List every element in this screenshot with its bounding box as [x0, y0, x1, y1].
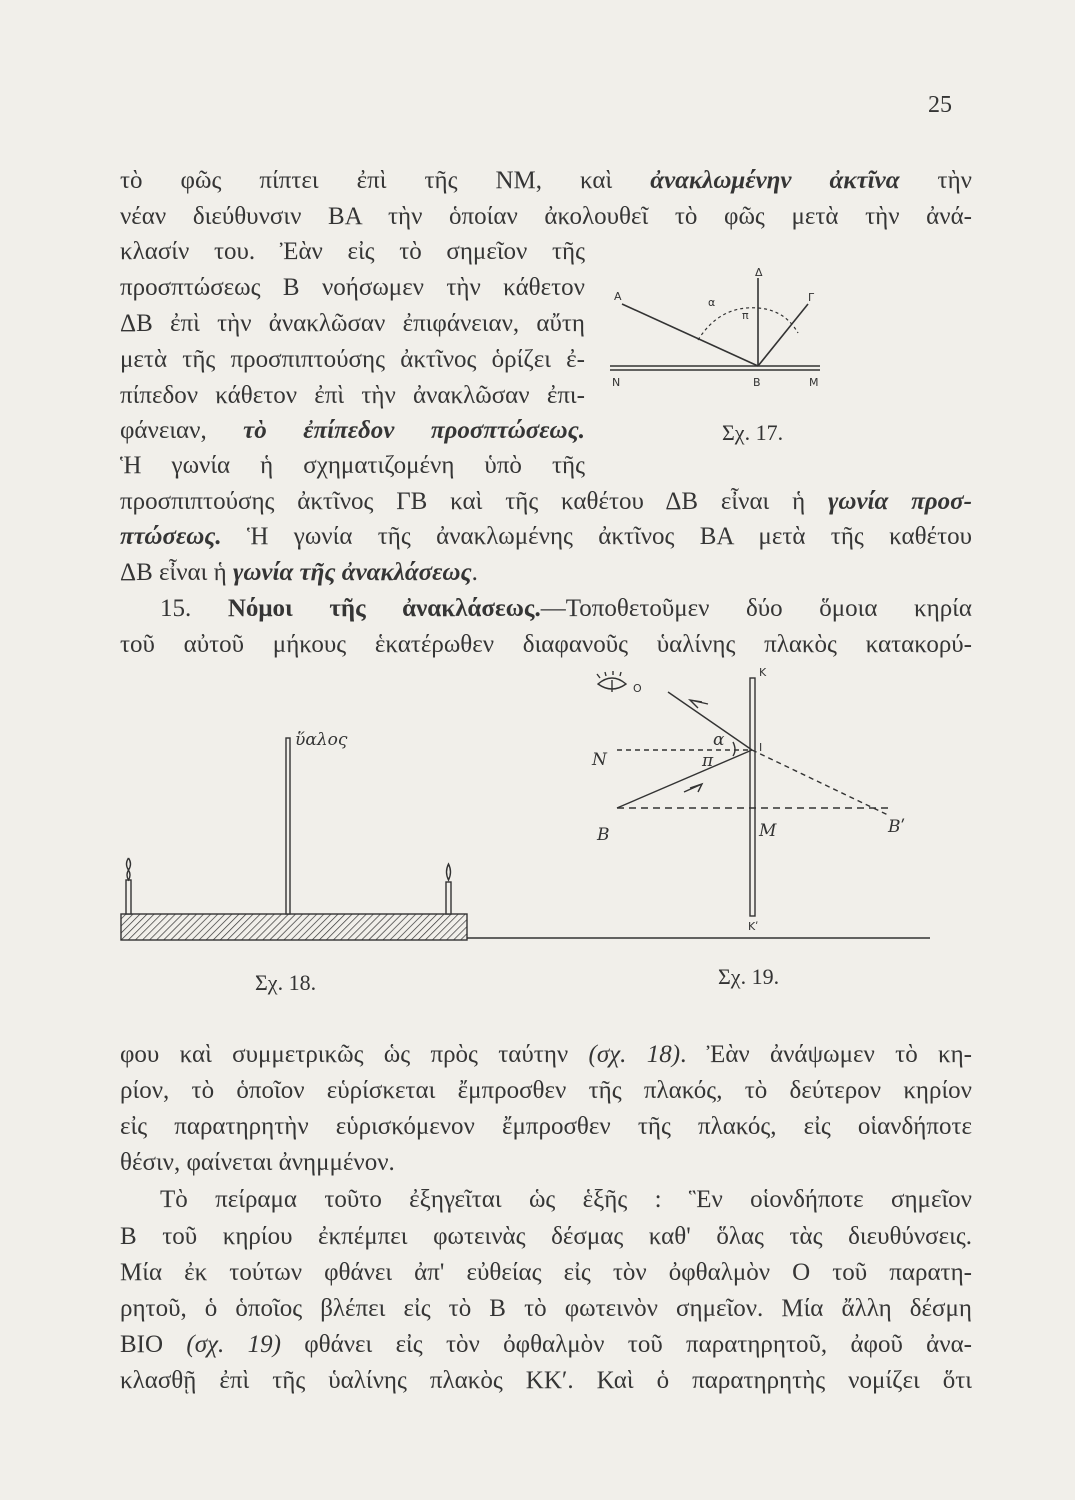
emphasis-text: (σχ. 18) [588, 1041, 681, 1068]
base-board [121, 914, 467, 940]
text-segment: κλασίν του. Ἐὰν εἰς τὸ σημεῖον τῆς [120, 238, 585, 265]
candle-left [126, 880, 131, 914]
text-segment: . Ἐὰν ἀνάψωμεν τὸ κη- [680, 1041, 972, 1068]
flame-left-icon [127, 858, 131, 880]
fig18-caption: Σχ. 18. [255, 970, 317, 995]
fig17-label-a: Α [614, 290, 622, 303]
text-segment: τοῦ αὐτοῦ μήκους ἑκατέρωθεν διαφανοῦς ὑαλίνης πλακὸς κατακορύ- [120, 631, 972, 658]
text-segment: φου καὶ συμμετρικῶς ὡς πρὸς ταύτην [120, 1041, 589, 1068]
text-segment: πίπεδον κάθετον ἐπὶ τὴν ἀνακλῶσαν ἐπι- [120, 382, 585, 409]
fig17-label-alpha: α [708, 296, 716, 309]
text-segment: Ἡ γωνία τῆς ἀνακλωμένης ἀκτῖνος ΒΑ μετὰ τῆς καθέτου [221, 523, 972, 550]
page-number: 25 [928, 92, 952, 118]
fig17-label-m: Μ [809, 376, 819, 389]
text-segment: νέαν διεύθυνσιν ΒΑ τὴν ὁποίαν ἀκολουθεῖ τὸ φῶς μετὰ τὴν ἀνά- [120, 203, 972, 230]
text-segment: Ἡ γωνία ἡ σχηματιζομένη ὑπὸ τῆς [120, 452, 585, 479]
text-segment: 15. [160, 595, 228, 622]
figure-19 [597, 671, 888, 916]
text-segment: τὴν [899, 167, 972, 194]
fig19-label-alpha: α [713, 730, 725, 750]
emphasis-text: γωνία προσ- [827, 488, 972, 515]
flame-right-icon [447, 864, 451, 880]
fig19-label-i: Ι [759, 741, 763, 754]
emphasis-text: γωνία τῆς ἀνακλάσεως [232, 559, 472, 586]
text-segment: Μία ἐκ τούτων φθάνει ἀπ' εὐθείας εἰς τὸν ὀφθαλμὸν Ο τοῦ παρατη- [120, 1259, 972, 1286]
fig17-label-b: Β [753, 376, 761, 389]
text-segment: ΒΙΟ [120, 1331, 187, 1358]
fig17-label-n: Ν [612, 376, 621, 389]
text-segment: φάνειαν, [120, 417, 244, 444]
arrow-icon [690, 700, 708, 708]
text-segment: μετὰ τῆς προσπιπτούσης ἀκτῖνος ὁρίζει ἐ- [120, 346, 585, 373]
fig19-label-o: Ο [633, 682, 642, 695]
emphasis-text: πτώσεως. [120, 523, 222, 550]
fig17-label-g: Γ [808, 291, 815, 304]
text-segment: . [471, 559, 478, 586]
text-segment: εἰς παρατηρητὴν εὑρισκόμενον ἔμπροσθεν τῆς πλακός, εἰς οἱανδήποτε [120, 1113, 972, 1140]
incident-ray [617, 750, 752, 808]
text-segment: κλασθῇ ἐπὶ τῆς ὑαλίνης πλακὸς ΚΚʹ. Καὶ ὁ παρατηρητὴς νομίζει ὅτι [120, 1367, 972, 1394]
fig17-label-d: Δ [755, 266, 763, 279]
glass-plate [286, 738, 290, 914]
figure-18 [121, 738, 930, 940]
reflected-ray [622, 304, 758, 366]
angle-arc [733, 742, 735, 756]
text-segment: Τὸ πείραμα τοῦτο ἐξηγεῖται ὡς ἑξῆς : Ἓν οἱονδήποτε σημεῖον [160, 1186, 972, 1213]
text-segment: ΔΒ ἐπὶ τὴν ἀνακλῶσαν ἐπιφάνειαν, αὔτη [120, 310, 585, 337]
fig19-label-b: Β [597, 825, 610, 845]
fig19-label-k-prime: Κʹ [748, 920, 759, 933]
emphasis-text: (σχ. 19) [186, 1331, 281, 1358]
fig19-label-m: Μ [759, 821, 777, 841]
arrow-icon [684, 784, 702, 792]
emphasis-text: τὸ ἐπίπεδον προσπτώσεως. [243, 417, 585, 444]
text-segment: φθάνει εἰς τὸν ὀφθαλμὸν τοῦ παρατηρητοῦ, ἀφοῦ ἀνα- [280, 1331, 972, 1358]
fig17-caption: Σχ. 17. [722, 420, 784, 445]
text-segment: θέσιν, φαίνεται ἀνημμένον. [120, 1149, 395, 1176]
text-segment: προσπιπτούσης ἀκτῖνος ΓΒ καὶ τῆς καθέτου ΔΒ εἶναι ἡ [120, 488, 828, 515]
emphasis-text: Νόμοι τῆς ἀνακλάσεως. [227, 595, 541, 622]
text-segment: —Τοποθετοῦμεν δύο ὅμοια κηρία [540, 595, 972, 622]
fig19-caption: Σχ. 19. [718, 964, 780, 989]
text-segment: τὸ φῶς πίπτει ἐπὶ τῆς ΝΜ, καὶ [120, 167, 651, 194]
text-segment: προσπτώσεως Β νοήσωμεν τὴν κάθετον [120, 274, 585, 301]
text-segment: ρίον, τὸ ὁποῖον εὑρίσκεται ἔμπροσθεν τῆς πλακός, τὸ δεύτερον κηρίον [120, 1077, 972, 1104]
text-segment: ΔΒ εἶναι ἡ [120, 559, 233, 586]
glass-plate-kk [750, 678, 755, 916]
text-segment: Β τοῦ κηρίου ἐκπέμπει φωτεινὰς δέσμας καθ' ὅλας τὰς διευθύνσεις. [120, 1223, 972, 1250]
reflected-ray [668, 692, 752, 750]
fig17-label-pi: π [742, 309, 749, 322]
glass-label: ὕαλος [295, 730, 348, 750]
emphasis-text: ἀνακλωμένην ἀκτῖνα [650, 167, 900, 194]
eye-icon [597, 671, 626, 692]
virtual-ray-dashed [752, 750, 888, 815]
fig19-label-k: Κ [759, 666, 767, 679]
text-segment: ρητοῦ, ὁ ὁποῖος βλέπει εἰς τὸ Β τὸ φωτεινὸν σημεῖον. Μία ἄλλη δέσμη [120, 1295, 972, 1322]
fig19-label-n: Ν [592, 750, 607, 770]
figure-17 [610, 278, 820, 370]
candle-right [446, 882, 451, 914]
fig19-label-b-prime: Βʹ [888, 817, 906, 837]
incident-ray [758, 304, 808, 366]
fig19-label-pi: π [702, 751, 714, 771]
